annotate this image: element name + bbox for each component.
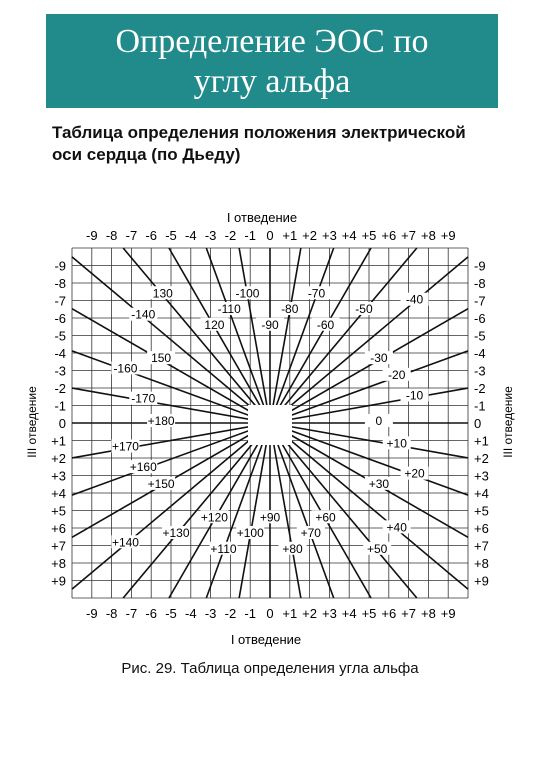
- tick-right: -1: [474, 398, 486, 414]
- angle-label: -140: [131, 307, 156, 322]
- tick-bottom: +4: [341, 606, 357, 621]
- tick-left: -6: [54, 311, 66, 326]
- tick-right: -5: [474, 328, 486, 344]
- angle-label: +50: [367, 541, 388, 556]
- tick-left: -5: [54, 328, 66, 344]
- angle-label: +110: [210, 541, 237, 556]
- tick-left: +1: [51, 433, 66, 449]
- angle-label: -10: [405, 388, 424, 403]
- tick-top: +5: [361, 228, 377, 243]
- angle-label: -160: [113, 361, 138, 376]
- angle-label: +140: [111, 535, 139, 550]
- tick-top: +7: [401, 228, 417, 243]
- angle-label: +120: [200, 510, 228, 525]
- table-heading-line2: оси сердца (по Дьеду): [52, 145, 241, 164]
- tick-right: -7: [474, 293, 486, 309]
- tick-right: -2: [474, 381, 486, 396]
- tick-left: +5: [51, 503, 66, 519]
- angle-label: +160: [129, 460, 157, 475]
- slide-title-line1: Определение ЭОС по: [115, 23, 429, 60]
- tick-left: -7: [54, 293, 66, 309]
- tick-bottom: +3: [321, 606, 337, 621]
- angle-label: +70: [300, 526, 321, 540]
- tick-top: -1: [244, 228, 256, 243]
- tick-left: +2: [51, 451, 66, 466]
- tick-left: -9: [54, 258, 66, 274]
- tick-right: -3: [474, 363, 486, 379]
- tick-right: +7: [474, 538, 489, 554]
- tick-bottom: -6: [145, 606, 157, 621]
- tick-top: +4: [341, 228, 357, 243]
- angle-label: -40: [405, 292, 424, 307]
- axis-top-label: I отведение: [226, 210, 298, 225]
- tick-right: +8: [474, 556, 489, 571]
- tick-bottom: 0: [266, 606, 274, 621]
- angle-label: 130: [152, 286, 173, 301]
- tick-right: +3: [474, 468, 489, 484]
- angle-label: +90: [259, 510, 281, 525]
- tick-bottom: -7: [125, 606, 138, 621]
- tick-top: -4: [185, 228, 197, 243]
- tick-top: 0: [266, 228, 274, 243]
- tick-left: +9: [51, 573, 66, 589]
- angle-label: 120: [204, 317, 225, 332]
- angle-label: -50: [355, 302, 373, 316]
- angle-label: +170: [111, 439, 139, 454]
- angle-label: -60: [316, 317, 335, 332]
- tick-right: +9: [474, 573, 489, 589]
- tick-bottom: -8: [105, 606, 118, 621]
- tick-top: +9: [440, 228, 456, 243]
- tick-top: +6: [381, 228, 397, 243]
- angle-label: -30: [370, 351, 388, 366]
- angle-label: +80: [282, 541, 303, 556]
- tick-top: -5: [165, 228, 177, 243]
- tick-top: -7: [125, 228, 138, 243]
- tick-right: +6: [474, 521, 489, 536]
- tick-top: -6: [145, 228, 157, 243]
- axis-bottom-label: I отведение: [230, 632, 302, 647]
- tick-bottom: +6: [381, 606, 397, 621]
- tick-top: +8: [420, 228, 436, 243]
- tick-bottom: +7: [401, 606, 417, 621]
- tick-top: -2: [224, 228, 237, 243]
- tick-left: +8: [51, 556, 66, 571]
- tick-top: -9: [86, 228, 98, 243]
- tick-left: +3: [51, 468, 66, 484]
- axis-right-label: III отведение: [501, 386, 515, 458]
- tick-bottom: +8: [420, 606, 436, 621]
- angle-label: -80: [281, 302, 299, 316]
- center-square: [248, 405, 292, 445]
- tick-bottom: -3: [204, 606, 217, 621]
- tick-left: -4: [54, 346, 66, 361]
- tick-right: -8: [474, 276, 486, 291]
- angle-label: -90: [261, 317, 279, 332]
- tick-left: +6: [51, 521, 66, 536]
- angle-label: 0: [375, 414, 383, 428]
- tick-bottom: -4: [185, 606, 197, 621]
- tick-bottom: -1: [244, 606, 256, 621]
- tick-top: -8: [105, 228, 118, 243]
- angle-label: -20: [388, 367, 406, 382]
- tick-top: +3: [321, 228, 337, 243]
- tick-right: +5: [474, 503, 489, 519]
- tick-left: -3: [54, 363, 66, 379]
- angle-label: +10: [386, 436, 407, 451]
- tick-left: +7: [51, 538, 66, 554]
- tick-left: 0: [58, 416, 66, 431]
- tick-right: +1: [474, 433, 489, 449]
- tick-bottom: -2: [224, 606, 237, 621]
- tick-right: -4: [474, 346, 486, 361]
- tick-left: -8: [54, 276, 66, 291]
- tick-bottom: +9: [440, 606, 456, 621]
- table-heading-line1: Таблица определения положения электрической: [52, 123, 466, 142]
- angle-label: -70: [307, 286, 326, 301]
- tick-right: +2: [474, 451, 489, 466]
- tick-bottom: -9: [86, 606, 98, 621]
- tick-right: -9: [474, 258, 486, 274]
- tick-bottom: +5: [361, 606, 377, 621]
- tick-left: +4: [51, 486, 66, 501]
- tick-top: +2: [302, 228, 318, 243]
- angle-label: 150: [151, 351, 172, 366]
- tick-bottom: +2: [302, 606, 318, 621]
- angle-label: +30: [368, 476, 390, 491]
- tick-right: -6: [474, 311, 486, 326]
- angle-label: +60: [315, 510, 336, 525]
- angle-label: +130: [162, 526, 190, 540]
- tick-right: 0: [474, 416, 482, 431]
- angle-label: +40: [386, 520, 407, 535]
- tick-left: -2: [54, 381, 66, 396]
- axis-left-label: III отведение: [25, 386, 39, 458]
- tick-bottom: -5: [165, 606, 177, 621]
- tick-bottom: +1: [282, 606, 298, 621]
- angle-label: +100: [236, 526, 264, 540]
- angle-label: -110: [217, 302, 241, 316]
- tick-top: +1: [282, 228, 298, 243]
- slide-title-line2: углу альфа: [193, 63, 351, 100]
- figure-caption: Рис. 29. Таблица определения угла альфа: [121, 660, 419, 677]
- tick-left: -1: [54, 398, 66, 414]
- angle-label: +150: [147, 476, 175, 491]
- tick-right: +4: [474, 486, 489, 501]
- angle-label: -100: [235, 286, 260, 301]
- tick-top: -3: [204, 228, 217, 243]
- angle-label: +20: [404, 466, 425, 481]
- angle-label: -170: [131, 391, 156, 406]
- angle-label: +180: [147, 414, 175, 428]
